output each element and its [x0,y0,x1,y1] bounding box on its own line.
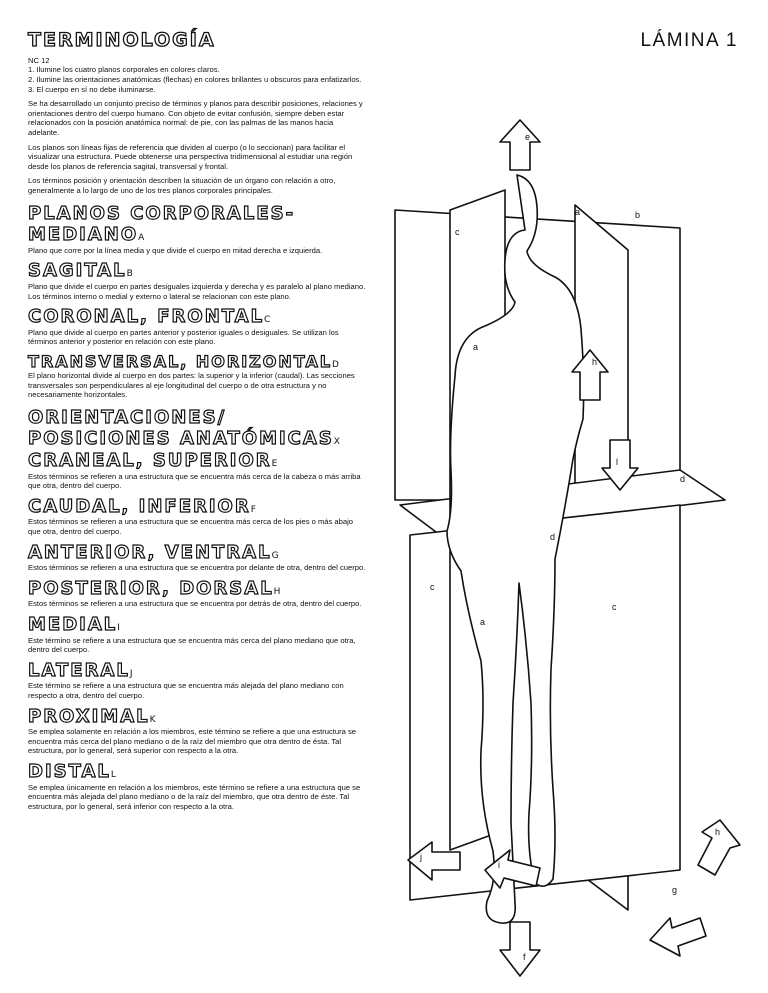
label-c-top: c [455,227,460,237]
plane-description: Plano que divide al cuerpo en partes anterior y posterior iguales o desiguales. Se utilizan los términos anterior y posterior en relación con este plano. [28,327,339,347]
instruction-1: 1. Ilumine los cuatro planos corporales en colores claros. [28,65,220,75]
orientation-lateral [28,660,366,701]
orientation-title: CAUDAL, INFERIOR [28,495,251,517]
plane-description: Plano que divide el cuerpo en partes desiguales izquierda y derecha y es paralelo al plano mediano. Los términos interno o medial y externo o lateral se relacionan con este plano. [28,281,366,301]
orientation-letter: G [271,550,279,561]
orientation-letter: H [273,586,281,597]
label-j: j [420,852,422,862]
text-column [28,30,366,811]
orientation-craneal [28,450,366,491]
orientation-proximal [28,706,366,756]
label-e: e [525,132,531,142]
orientation-description: Se emplea solamente en relación a los miembros, este término se refiere a que una estructura se encuentra más cerca del plano mediano o de la raíz del miembro que otra dentro de ésta. Tal estructura, por lo general, será superior con respecto a la otra. [28,727,356,756]
intro-paragraph-2: Los planos son líneas fijas de referencia que dividen al cuerpo (o lo seccionan) para facilitar el visualizar una estructura. Puede obtenerse una perspectiva tridimensional al estudiar una región desde los planos de referencia sagital, transversal y frontal. [28,142,353,171]
plane-title: MEDIANO [28,224,139,246]
orientation-medial [28,614,366,655]
label-c-right: c [612,602,617,612]
anatomical-planes-illustration [380,110,750,980]
orientation-letter: K [149,714,156,725]
orientation-description: Se emplea únicamente en relación a los miembros, este término se refiere a una estructura que se encuentra más alejada del plano mediano o de la raíz del miembro, que otra dentro de éste. Tal estructura, por lo general, será inferior con respecto a la otra. [28,782,361,811]
orientations-heading-line-2: POSICIONES ANATÓMICAS [28,428,334,450]
orientation-anterior [28,542,366,573]
plane-transversal [28,352,366,400]
planes-heading: PLANOS CORPORALES- [28,202,296,224]
plate-number: LÁMINA 1 [640,30,738,51]
instruction-3: 3. El cuerpo en sí no debe iluminarse. [28,84,156,94]
instruction-2: 2. Ilumine las orientaciones anatómicas (flechas) en colores brillantes u obscuros para enfatizarlos. [28,75,362,85]
plane-description: Plano que corre por la línea media y que divide el cuerpo en mitad derecha e izquierda. [28,245,323,255]
orientation-letter: E [271,459,278,470]
plane-mediano [28,224,366,255]
orientation-title: DISTAL [28,760,111,782]
orientation-title: POSTERIOR, DORSAL [28,577,274,599]
orientation-posterior [28,578,366,609]
label-i: i [498,860,500,870]
plane-letter: A [138,233,145,244]
label-c-lower: c [430,582,435,592]
label-b-top: b [635,210,641,220]
orientations-heading [28,407,366,450]
orientation-distal [28,761,366,811]
orientation-description: Estos términos se refieren a una estructura que se encuentra más cerca de la cabeza o más arriba que otra, dentro del cuerpo. [28,471,361,491]
plane-coronal [28,306,366,347]
orientation-title: LATERAL [28,659,130,681]
label-a-lower: a [480,617,486,627]
plane-letter: D [332,359,339,370]
craneal-arrow [500,120,540,170]
intro-paragraph-1: Se ha desarrollado un conjunto preciso de términos y planos para describir posiciones, relaciones y orientaciones dentro del cuerpo humano. Con objeto de evitar confusión, siempre deben estar relacionados con la posición anatómica normal: de pie, con las palmas de las manos hacia adelante. [28,99,363,137]
plane-title: CORONAL, FRONTAL [28,306,265,328]
nc-label: NC 12 [28,55,50,65]
orientations-heading-letter: X [333,437,340,448]
plane-letter: B [126,269,133,280]
plane-sagital [28,260,366,301]
orientation-letter: F [250,504,256,515]
label-a-top: a [575,207,581,217]
label-d: d [550,532,556,542]
orientation-description: Estos términos se refieren a una estructura que se encuentra más cerca de los pies o más abajo que otra, dentro del cuerpo. [28,517,354,537]
plane-title: SAGITAL [28,260,127,282]
label-l: l [616,457,618,467]
label-g: g [672,885,678,895]
orientation-description: Este término se refiere a una estructura que se encuentra más cerca del plano mediano que otra, dentro del cuerpo. [28,635,356,655]
orientation-caudal [28,496,366,537]
orientation-description: Estos términos se refieren a una estructura que se encuentra por detrás de otra, dentro del cuerpo. [28,599,362,609]
caudal-arrow [500,922,540,976]
label-f: f [523,952,526,962]
orientation-title: MEDIAL [28,614,118,635]
label-a-mid: a [473,342,479,352]
plane-description: El plano horizontal divide al cuerpo en dos partes: la superior y la inferior (caudal). Las secciones transversales son perpendiculares al eje longitudinal del cuerpo o de otra estructura y no necesariamente horizontales. [28,371,355,400]
plane-title: TRANSVERSAL, HORIZONTAL [28,351,333,371]
orientation-title: ANTERIOR, VENTRAL [28,541,272,563]
orientation-title: PROXIMAL [28,705,150,727]
anterior-arrow [650,918,706,956]
orientation-letter: I [117,623,120,633]
plane-letter: C [264,315,271,326]
orientation-letter: L [110,769,116,780]
orientation-description: Este término se refiere a una estructura que se encuentra más alejada del plano mediano con respecto a otra, dentro del cuerpo. [28,681,344,700]
orientations-heading-line-1: ORIENTACIONES/ [28,406,227,428]
label-d-right: d [680,474,686,484]
intro-paragraph-3: Los términos posición y orientación describen la situación de un órgano con relación a otro, generalmente a lo largo de uno de los tres planos corporales principales. [28,176,336,195]
orientation-description: Estos términos se refieren a una estructura que se encuentra por delante de otra, dentro del cuerpo. [28,563,366,573]
orientation-title: CRANEAL, SUPERIOR [28,450,272,472]
label-h-arrow: h [715,827,721,837]
orientation-letter: J [129,668,133,679]
page-title: TERMINOLOGÍA [28,29,216,51]
label-h: h [592,357,598,367]
